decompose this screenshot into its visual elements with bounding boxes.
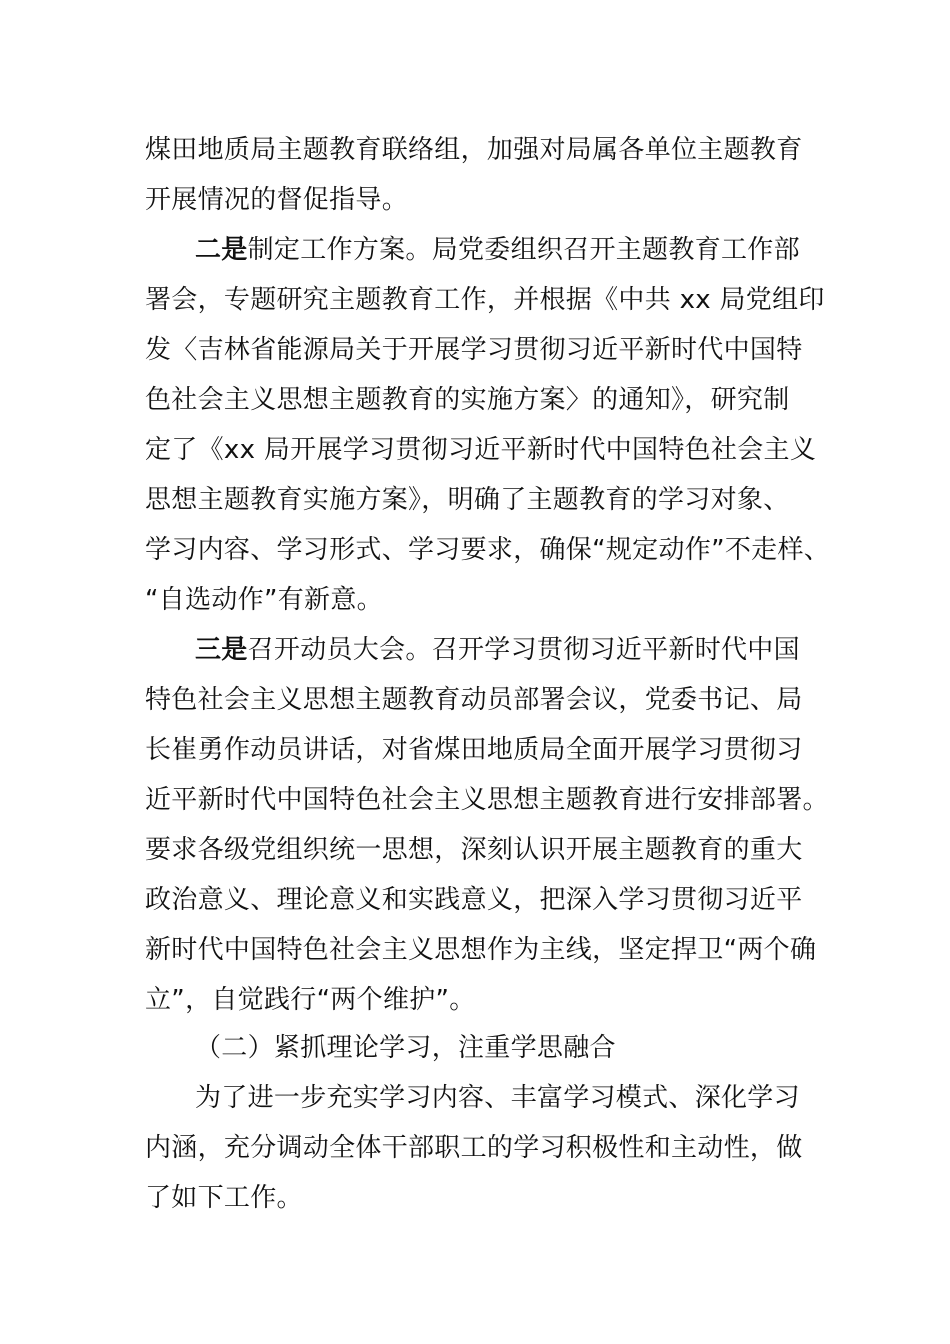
text-line: 特色社会主义思想主题教育动员部署会议，党委书记、局 <box>145 685 803 715</box>
text-line: 政治意义、理论意义和实践意义，把深入学习贯彻习近平 <box>145 885 803 915</box>
text-line: 了如下工作。 <box>145 1183 303 1213</box>
text-line: 要求各级党组织统一思想，深刻认识开展主题教育的重大 <box>145 835 803 865</box>
paragraph-2-first-line <box>195 230 800 270</box>
paragraph-lead-text: 制定工作方案。局党委组织召开主题教育工作部 <box>247 235 800 265</box>
text-line: 发〈吉林省能源局关于开展学习贯彻习近平新时代中国特 <box>145 335 803 365</box>
section-heading: （二）紧抓理论学习，注重学思融合 <box>195 1033 616 1063</box>
paragraph-lead-text: 召开动员大会。召开学习贯彻习近平新时代中国 <box>247 635 800 665</box>
paragraph-lead-bold: 三是 <box>195 635 248 665</box>
paragraph-3-first-line <box>195 630 800 670</box>
text-line: 新时代中国特色社会主义思想作为主线，坚定捍卫“两个确 <box>145 935 817 965</box>
text-line: 内涵，充分调动全体干部职工的学习积极性和主动性，做 <box>145 1133 803 1163</box>
text-line: 署会，专题研究主题教育工作，并根据《中共 xx 局党组印 <box>145 285 825 315</box>
text-line: 为了进一步充实学习内容、丰富学习模式、深化学习 <box>195 1083 800 1113</box>
text-line: 学习内容、学习形式、学习要求，确保“规定动作”不走样、 <box>145 535 831 565</box>
text-line: 近平新时代中国特色社会主义思想主题教育进行安排部署。 <box>145 785 829 815</box>
paragraph-lead-bold: 二是 <box>195 235 248 265</box>
text-line: 煤田地质局主题教育联络组，加强对局属各单位主题教育 <box>145 135 803 165</box>
text-line: 开展情况的督促指导。 <box>145 185 409 215</box>
text-line: 立”，自觉践行“两个维护”。 <box>145 985 476 1015</box>
text-line: “自选动作”有新意。 <box>145 585 383 615</box>
text-line: 色社会主义思想主题教育的实施方案〉的通知》，研究制 <box>145 385 790 415</box>
text-line: 长崔勇作动员讲话，对省煤田地质局全面开展学习贯彻习 <box>145 735 803 765</box>
text-line: 思想主题教育实施方案》，明确了主题教育的学习对象、 <box>145 485 790 515</box>
text-line: 定了《xx 局开展学习贯彻习近平新时代中国特色社会主义 <box>145 435 817 465</box>
